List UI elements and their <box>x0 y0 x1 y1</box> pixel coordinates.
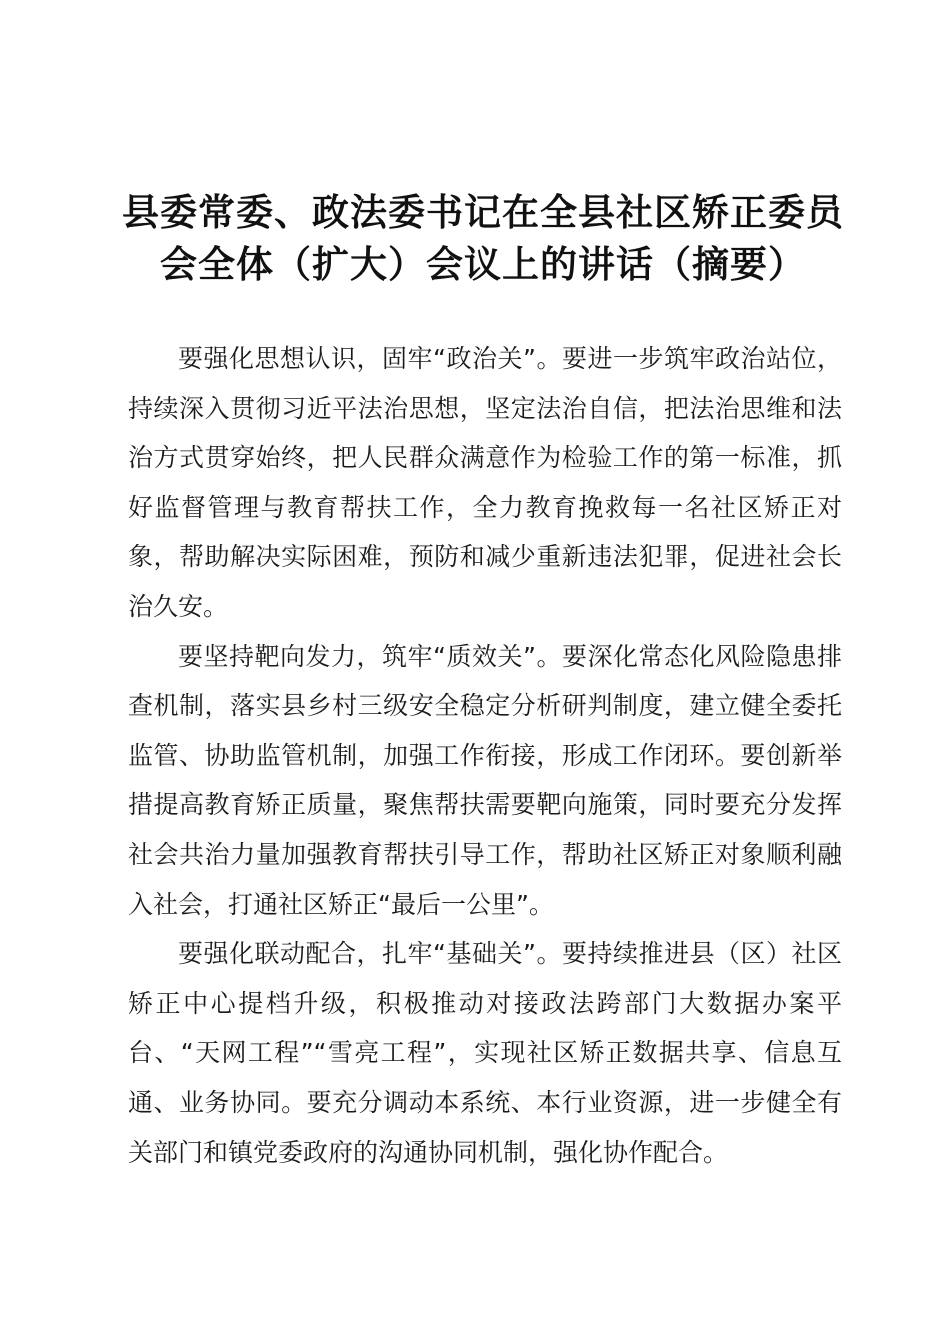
paragraph-2: 要坚持靶向发力，筑牢“质效关”。要深化常态化风险隐患排查机制，落实县乡村三级安全稳定分析研判制度，建立健全委托监管、协助监管机制，加强工作衔接，形成工作闭环。要创新举措提高教育矫正质量，聚焦帮扶需要靶向施策，同时要充分发挥社会共治力量加强教育帮扶引导工作，帮助社区矫正对象顺利融入社会，打通社区矫正“最后一公里”。 <box>128 641 842 919</box>
document-body <box>128 334 842 1177</box>
paragraph-3: 要强化联动配合，扎牢“基础关”。要持续推进县（区）社区矫正中心提档升级，积极推动对接政法跨部门大数据办案平台、“天网工程”“雪亮工程”，实现社区矫正数据共享、信息互通、业务协同。要充分调动本系统、本行业资源，进一步健全有关部门和镇党委政府的沟通协同机制，强化协作配合。 <box>128 939 842 1167</box>
document-title: 县委常委、政法委书记在全县社区矫正委员会全体（扩大）会议上的讲话（摘要） <box>122 190 844 286</box>
paragraph-1: 要强化思想认识，固牢“政治关”。要进一步筑牢政治站位，持续深入贯彻习近平法治思想，坚定法治自信，把法治思维和法治方式贯穿始终，把人民群众满意作为检验工作的第一标准，抓好监督管理与教育帮扶工作，全力教育挽救每一名社区矫正对象，帮助解决实际困难，预防和减少重新违法犯罪，促进社会长治久安。 <box>128 344 842 621</box>
